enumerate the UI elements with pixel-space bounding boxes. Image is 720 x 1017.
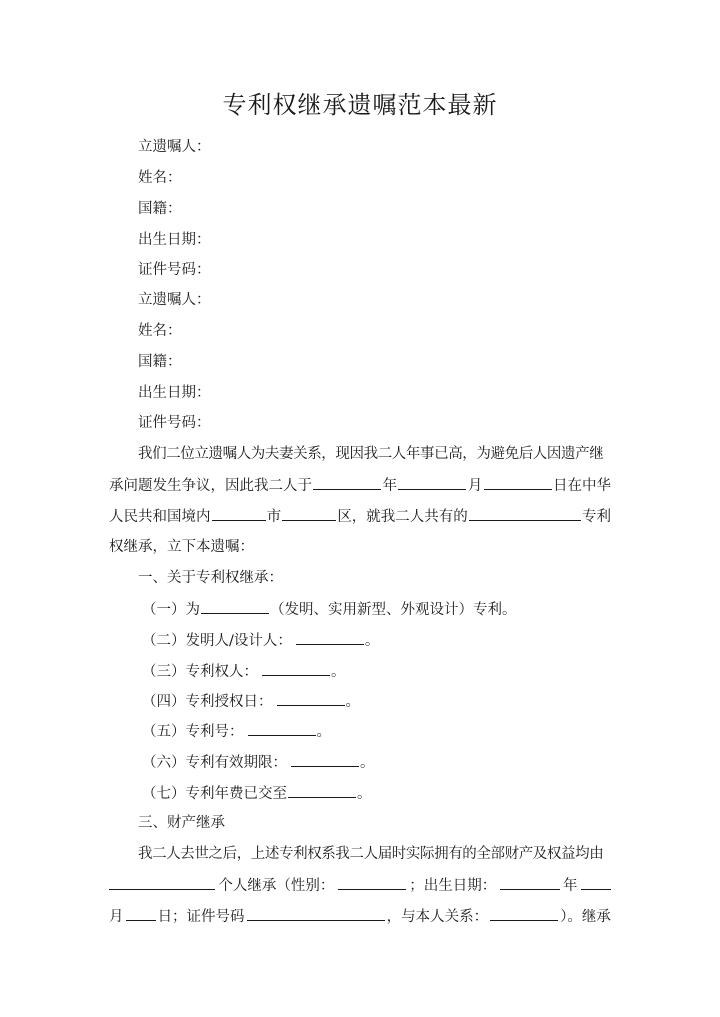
section-3-line-2-text-b: ；出生日期： [409, 878, 497, 894]
day-blank[interactable] [484, 474, 552, 490]
intro-line-2-text-a: 承问题发生争议，因此我二人于 [109, 478, 312, 494]
intro-line-3-text-b: 市 [266, 509, 282, 525]
intro-line-2-text-b: 年 [382, 478, 398, 494]
intro-line-4: 权继承，立下本遗嘱： [109, 539, 254, 555]
item-7-prefix: （七）专利年费已交至 [142, 786, 287, 802]
annual-fee-blank[interactable] [288, 782, 356, 798]
district-blank[interactable] [282, 505, 336, 521]
section-3-line-3 [109, 905, 611, 928]
testator-2-id-number-field: 证件号码： [138, 415, 211, 431]
section-3-line-2 [109, 874, 611, 897]
patent-type-blank[interactable] [201, 598, 269, 614]
item-1-suffix: （发明、实用新型、外观设计）专利。 [270, 602, 517, 618]
month-blank[interactable] [398, 474, 466, 490]
validity-period-blank[interactable] [291, 751, 359, 767]
item-2-suffix: 。 [364, 633, 380, 649]
item-5-prefix: （五）专利号： [142, 724, 244, 740]
patent-name-blank[interactable] [469, 505, 581, 521]
section-1-item-2 [142, 629, 379, 652]
item-2-prefix: （二）发明人/设计人： [142, 633, 292, 649]
section-3-line-2-text-c: 年 [563, 878, 578, 894]
section-3-line-3-text-b: 日；证件号码 [157, 909, 245, 925]
testator-1-birthdate-field: 出生日期： [138, 232, 211, 248]
item-4-suffix: 。 [345, 694, 360, 710]
testator-1-nationality-field: 国籍： [138, 201, 182, 217]
gender-blank[interactable] [338, 874, 406, 890]
patentee-blank[interactable] [262, 660, 330, 676]
item-6-prefix: （六）专利有效期限： [142, 755, 287, 771]
section-3-line-3-text-d: ）。继承 [560, 909, 611, 925]
intro-line-3-text-a: 人民共和国境内 [109, 509, 211, 525]
heir-birth-year-blank[interactable] [500, 874, 560, 890]
testator-1-label: 立遗嘱人： [138, 139, 211, 155]
heir-birth-day-blank[interactable] [126, 905, 156, 921]
section-3-line-1: 我二人去世之后，上述专利权系我二人届时实际拥有的全部财产及权益均由 [138, 846, 604, 862]
year-blank[interactable] [313, 474, 381, 490]
section-3-line-2-text-a: 个人继承（性别： [218, 878, 335, 894]
item-4-prefix: （四）专利授权日： [142, 694, 273, 710]
relationship-blank[interactable] [490, 905, 558, 921]
patent-number-blank[interactable] [248, 720, 316, 736]
city-blank[interactable] [212, 505, 266, 521]
testator-1-id-number-field: 证件号码： [138, 262, 211, 278]
item-3-prefix: （三）专利权人： [142, 664, 258, 680]
section-1-item-6 [142, 751, 375, 774]
item-3-suffix: 。 [331, 664, 346, 680]
inventor-blank[interactable] [296, 629, 364, 645]
section-1-item-7 [142, 782, 372, 805]
intro-line-1: 我们二位立遗嘱人为夫妻关系，现因我二人年事已高，为避免后人因遗产继 [138, 446, 604, 462]
testator-1-name-field: 姓名： [138, 170, 182, 186]
intro-line-3 [109, 505, 611, 528]
section-3-line-3-text-a: 月 [109, 909, 124, 925]
item-5-suffix: 。 [316, 724, 331, 740]
section-3-line-3-text-c: ，与本人关系： [386, 909, 489, 925]
section-1-item-1 [142, 598, 517, 621]
grant-date-blank[interactable] [277, 690, 345, 706]
intro-line-2-text-c: 月 [467, 478, 483, 494]
section-3-heading: 三、财产继承 [138, 815, 225, 831]
item-7-suffix: 。 [357, 786, 372, 802]
section-1-item-4 [142, 690, 360, 713]
intro-line-3-text-c: 区，就我二人共有的 [337, 509, 468, 525]
intro-line-3-text-d: 专利 [581, 509, 611, 525]
intro-line-2 [109, 474, 611, 497]
section-1-item-3 [142, 660, 346, 683]
testator-2-nationality-field: 国籍： [138, 354, 182, 370]
heir-id-number-blank[interactable] [247, 905, 385, 921]
document-title: 专利权继承遗嘱范本最新 [222, 91, 498, 119]
heir-birth-month-blank-start[interactable] [581, 874, 611, 890]
item-6-suffix: 。 [360, 755, 375, 771]
section-1-item-5 [142, 720, 331, 743]
intro-line-2-text-d: 日在中华 [552, 478, 611, 494]
testator-2-label: 立遗嘱人： [138, 292, 211, 308]
section-1-heading: 一、关于专利权继承： [138, 570, 283, 586]
item-1-prefix: （一）为 [142, 602, 200, 618]
testator-2-name-field: 姓名： [138, 323, 182, 339]
testator-2-birthdate-field: 出生日期： [138, 385, 211, 401]
heir-name-blank[interactable] [109, 874, 215, 890]
